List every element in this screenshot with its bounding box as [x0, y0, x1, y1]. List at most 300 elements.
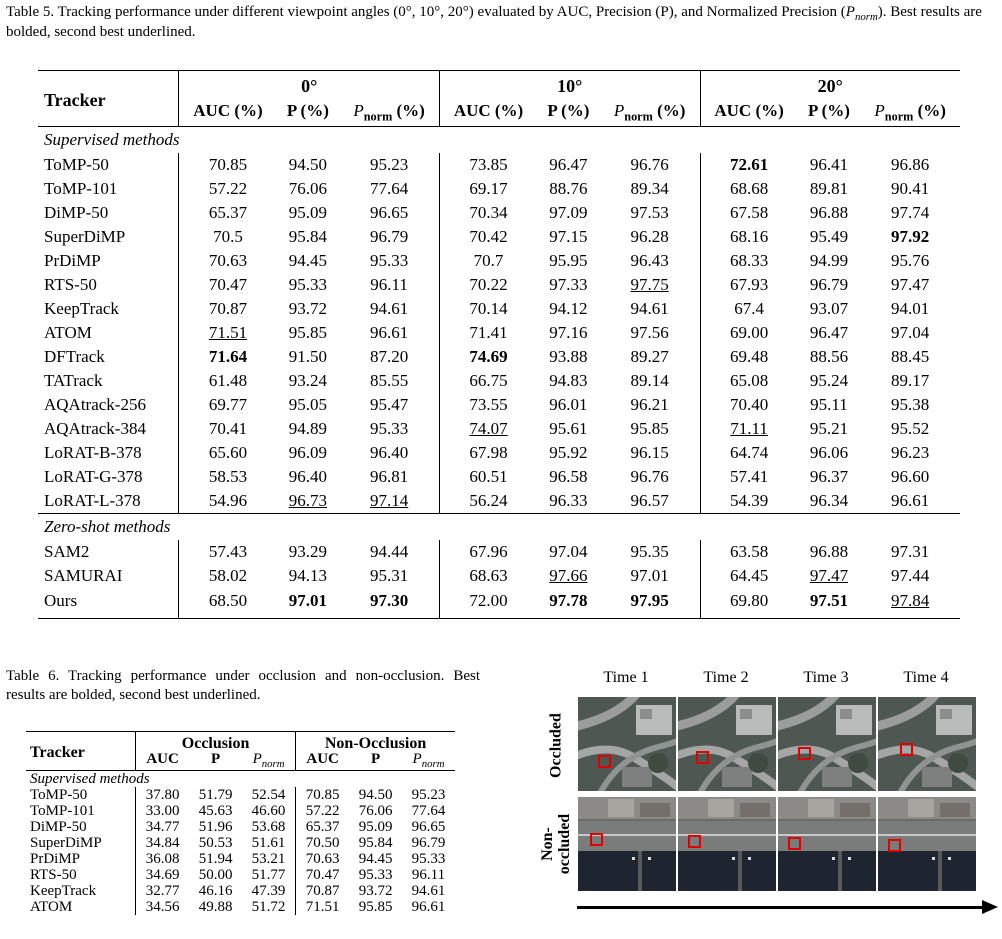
occluded-frame-image — [878, 697, 976, 791]
metric-value: 97.04 — [549, 542, 588, 561]
metric-value: 69.48 — [700, 345, 798, 369]
tracker-name: PrDiMP — [30, 850, 81, 867]
metric-value: 95.21 — [809, 419, 849, 438]
metric-value: 96.28 — [630, 227, 669, 246]
table6-metric-header-p: P — [189, 751, 242, 771]
occluded-frame-image — [778, 697, 876, 791]
row-label-occluded: Occluded — [547, 713, 565, 778]
metric-value: 32.77 — [136, 883, 190, 899]
table6-metric-header-pnorm: $P_{norm}$ — [242, 751, 296, 771]
tracker-name: SuperDiMP — [30, 834, 102, 851]
metric-value: 69.77 — [179, 393, 277, 417]
tracker-name: LoRAT-G-378 — [44, 467, 143, 486]
metric-value: 49.88 — [198, 898, 233, 915]
tracker-name: SAMURAI — [44, 566, 123, 585]
metric-value: 94.45 — [288, 251, 327, 270]
metric-value: 97.04 — [891, 323, 930, 342]
tracking-bbox — [798, 747, 811, 760]
metric-value: 60.51 — [439, 465, 537, 489]
metric-value: 58.02 — [179, 564, 277, 588]
metric-value: 94.44 — [369, 542, 409, 561]
metric-value: 63.58 — [700, 540, 798, 564]
metric-value: 57.22 — [179, 177, 277, 201]
tracker-name: Ours — [38, 588, 179, 619]
metric-value: 96.11 — [370, 275, 408, 294]
metric-value: 93.72 — [288, 299, 327, 318]
metric-value: 95.35 — [630, 542, 669, 561]
metric-value: 70.42 — [439, 225, 537, 249]
metric-value: 95.85 — [358, 898, 393, 915]
metric-value: 97.15 — [549, 227, 588, 246]
table-row — [38, 273, 960, 297]
metric-value: 74.69 — [439, 345, 537, 369]
table-row — [26, 851, 455, 867]
table6-section-title: Supervised methods — [30, 770, 150, 787]
tracker-name: PrDiMP — [44, 251, 101, 270]
table-row — [26, 899, 455, 915]
time-label-3: Time 3 — [803, 669, 849, 686]
table-row — [26, 819, 455, 835]
table-row — [38, 297, 960, 321]
metric-value: 95.24 — [809, 371, 849, 390]
metric-value: 65.60 — [179, 441, 277, 465]
metric-value: 96.15 — [630, 443, 669, 462]
occluded-frame-image — [678, 697, 776, 791]
metric-value: 94.61 — [411, 882, 446, 899]
table6-group-header-row — [26, 732, 455, 752]
metric-value: 96.09 — [288, 443, 327, 462]
metric-value: 97.01 — [630, 566, 669, 585]
table5-caption: Table 5. Tracking performance under different viewpoint angles (0°, 10°, 20°) evaluated by AUC, Precision (P), and Normalized Precision $(P_{norm})$. Best results are bolded, second best underlined. — [6, 4, 982, 40]
tracking-bbox — [688, 835, 701, 848]
metric-value: 95.09 — [288, 203, 327, 222]
metric-value: 53.21 — [251, 850, 286, 867]
metric-value: 34.56 — [136, 899, 190, 915]
metric-value: 71.41 — [439, 321, 537, 345]
tracker-name: KeepTrack — [44, 299, 119, 318]
metric-value: 94.50 — [288, 155, 327, 174]
metric-value: 96.79 — [809, 275, 849, 294]
tracking-bbox — [888, 839, 901, 852]
metric-value: 95.61 — [549, 419, 588, 438]
metric-value: 95.11 — [810, 395, 848, 414]
metric-value: 96.60 — [891, 467, 930, 486]
metric-value: 56.24 — [439, 489, 537, 514]
metric-value: 54.96 — [179, 489, 277, 514]
metric-value: 95.52 — [891, 419, 930, 438]
metric-value: 76.06 — [288, 179, 327, 198]
metric-value: 34.77 — [136, 819, 190, 835]
metric-value: 89.81 — [809, 179, 849, 198]
tracker-name: ATOM — [44, 323, 92, 342]
metric-value: 94.61 — [630, 299, 669, 318]
metric-value: 93.72 — [358, 882, 393, 899]
metric-value: 95.84 — [358, 834, 393, 851]
metric-value: 70.40 — [700, 393, 798, 417]
table5-tracker-header: Tracker — [38, 71, 179, 127]
metric-value: 61.48 — [179, 369, 277, 393]
metric-value: 51.79 — [198, 786, 233, 803]
metric-value: 96.61 — [369, 323, 409, 342]
metric-value: 89.34 — [630, 179, 669, 198]
metric-value: 97.33 — [549, 275, 588, 294]
table5 — [38, 70, 960, 619]
tracker-name: AQAtrack-256 — [44, 395, 146, 414]
table-row — [38, 201, 960, 225]
metric-value: 71.11 — [700, 417, 798, 441]
metric-value: 97.09 — [549, 203, 588, 222]
metric-value: 96.81 — [369, 467, 409, 486]
tracker-name: LoRAT-B-378 — [44, 443, 142, 462]
metric-value: 67.98 — [439, 441, 537, 465]
metric-value: 96.76 — [630, 467, 669, 486]
metric-value: 58.53 — [179, 465, 277, 489]
metric-value: 88.56 — [809, 347, 849, 366]
tracker-name: ToMP-101 — [30, 802, 95, 819]
tracker-name: AQAtrack-384 — [44, 419, 146, 438]
metric-value: 97.16 — [549, 323, 588, 342]
metric-value: 51.61 — [251, 834, 286, 851]
metric-value: 97.30 — [339, 588, 439, 619]
metric-value: 97.75 — [630, 275, 669, 294]
metric-value: 96.11 — [411, 866, 446, 883]
tracker-name: LoRAT-L-378 — [44, 491, 141, 510]
table6-section-row — [26, 771, 455, 788]
metric-value: 69.17 — [439, 177, 537, 201]
metric-value: 34.69 — [136, 867, 190, 883]
table-row — [38, 417, 960, 441]
metric-value: 97.84 — [860, 588, 960, 619]
metric-value: 96.61 — [411, 898, 446, 915]
metric-value: 97.78 — [537, 588, 600, 619]
metric-value: 37.80 — [136, 787, 190, 803]
metric-value: 71.51 — [179, 321, 277, 345]
metric-value: 96.88 — [809, 542, 849, 561]
metric-value: 96.79 — [411, 834, 446, 851]
metric-value: 94.99 — [809, 251, 849, 270]
tracker-name: TATrack — [44, 371, 103, 390]
metric-value: 57.43 — [179, 540, 277, 564]
table5-metric-header-p: P (%) — [277, 98, 340, 127]
metric-value: 70.14 — [439, 297, 537, 321]
metric-value: 67.93 — [700, 273, 798, 297]
metric-value: 70.63 — [296, 851, 350, 867]
metric-value: 68.50 — [179, 588, 277, 619]
metric-value: 65.37 — [179, 201, 277, 225]
table5-body — [38, 127, 960, 619]
metric-value: 87.20 — [369, 347, 409, 366]
metric-value: 96.40 — [288, 467, 327, 486]
metric-value: 97.14 — [369, 491, 409, 510]
table-row — [26, 835, 455, 851]
metric-value: 97.47 — [891, 275, 930, 294]
metric-value: 96.33 — [549, 491, 588, 510]
metric-value: 97.44 — [891, 566, 930, 585]
metric-value: 90.41 — [891, 179, 930, 198]
metric-value: 57.22 — [296, 803, 350, 819]
metric-value: 67.4 — [700, 297, 798, 321]
metric-value: 65.08 — [700, 369, 798, 393]
metric-value: 85.55 — [369, 371, 409, 390]
metric-value: 97.92 — [891, 227, 930, 246]
metric-value: 97.74 — [891, 203, 930, 222]
metric-value: 93.24 — [288, 371, 327, 390]
metric-value: 52.54 — [251, 786, 286, 803]
table5-metric-header-auc: AUC (%) — [439, 98, 537, 127]
metric-value: 70.47 — [179, 273, 277, 297]
metric-value: 69.80 — [700, 588, 798, 619]
table5-section-row — [38, 127, 960, 154]
metric-value: 97.66 — [549, 566, 588, 585]
metric-value: 34.84 — [136, 835, 190, 851]
table-row — [38, 540, 960, 564]
metric-value: 96.79 — [369, 227, 409, 246]
metric-value: 93.88 — [549, 347, 588, 366]
metric-value: 70.87 — [296, 883, 350, 899]
metric-value: 57.41 — [700, 465, 798, 489]
metric-value: 54.39 — [700, 489, 798, 514]
metric-value: 95.85 — [288, 323, 327, 342]
table5-metric-header-pnorm: $P_{norm}$ (%) — [339, 98, 439, 127]
table-row — [38, 465, 960, 489]
metric-value: 70.87 — [179, 297, 277, 321]
table-row — [38, 441, 960, 465]
time-arrow — [577, 906, 986, 909]
metric-value: 97.01 — [277, 588, 340, 619]
table-row — [26, 883, 455, 899]
table6-tracker-header: Tracker — [26, 732, 136, 771]
non-occluded-frame-image — [878, 797, 976, 891]
tracker-name: DFTrack — [44, 347, 105, 366]
metric-value: 95.09 — [358, 818, 393, 835]
tracker-name: SAM2 — [44, 542, 90, 561]
metric-value: 74.07 — [439, 417, 537, 441]
metric-value: 96.76 — [630, 155, 669, 174]
metric-value: 94.50 — [358, 786, 393, 803]
tracking-bbox — [590, 833, 603, 846]
metric-value: 95.84 — [288, 227, 327, 246]
table5-caption-tail: ). Best results are bolded, second best underlined. — [6, 4, 982, 40]
table5-metric-header-p: P (%) — [798, 98, 861, 127]
time-arrow-head-icon — [982, 900, 998, 914]
metric-value: 94.13 — [288, 566, 327, 585]
tracking-bbox — [900, 743, 913, 756]
non-occluded-frame-image — [778, 797, 876, 891]
time-label-4: Time 4 — [903, 669, 949, 686]
metric-value: 94.45 — [358, 850, 393, 867]
table-row — [26, 787, 455, 803]
metric-value: 33.00 — [136, 803, 190, 819]
metric-value: 67.96 — [439, 540, 537, 564]
metric-value: 95.05 — [288, 395, 327, 414]
metric-value: 96.47 — [549, 155, 588, 174]
non-occluded-frame-image — [678, 797, 776, 891]
metric-value: 96.37 — [809, 467, 849, 486]
table5-metric-header-pnorm: $P_{norm}$ (%) — [860, 98, 960, 127]
metric-value: 95.23 — [411, 786, 446, 803]
metric-value: 68.33 — [700, 249, 798, 273]
metric-value: 96.86 — [891, 155, 930, 174]
table5-caption-pnorm: $P_{norm}$ — [845, 4, 878, 23]
metric-value: 68.16 — [700, 225, 798, 249]
metric-value: 96.06 — [809, 443, 849, 462]
metric-value: 95.95 — [549, 251, 588, 270]
metric-value: 95.33 — [411, 850, 446, 867]
occluded-frame-image — [578, 697, 676, 791]
metric-value: 96.01 — [549, 395, 588, 414]
tracker-name: ToMP-50 — [30, 786, 88, 803]
table6 — [26, 731, 455, 915]
table-row — [38, 345, 960, 369]
table5-section-title: Zero-shot methods — [38, 514, 960, 541]
metric-value: 72.00 — [439, 588, 537, 619]
metric-value: 94.89 — [288, 419, 327, 438]
metric-value: 36.08 — [136, 851, 190, 867]
table-row — [38, 564, 960, 588]
tracker-name: RTS-50 — [44, 275, 97, 294]
metric-value: 94.83 — [549, 371, 588, 390]
table6-metric-header-pnorm: $P_{norm}$ — [402, 751, 455, 771]
metric-value: 73.85 — [439, 153, 537, 177]
table6-body — [26, 771, 455, 916]
metric-value: 69.00 — [700, 321, 798, 345]
metric-value: 70.85 — [296, 787, 350, 803]
tracker-name: SuperDiMP — [44, 227, 126, 246]
metric-value: 91.50 — [288, 347, 327, 366]
table5-group-10: 10° — [439, 71, 700, 99]
metric-value: 96.61 — [891, 491, 930, 510]
metric-value: 68.63 — [439, 564, 537, 588]
metric-value: 65.37 — [296, 819, 350, 835]
tracker-name: DiMP-50 — [44, 203, 109, 222]
metric-value: 96.41 — [809, 155, 849, 174]
metric-value: 68.68 — [700, 177, 798, 201]
metric-value: 72.61 — [700, 153, 798, 177]
metric-value: 95.33 — [369, 251, 409, 270]
tracker-name: ATOM — [30, 898, 73, 915]
tracking-figure — [520, 663, 1000, 939]
metric-value: 95.33 — [369, 419, 409, 438]
metric-value: 96.65 — [369, 203, 409, 222]
metric-value: 66.75 — [439, 369, 537, 393]
table-row — [38, 321, 960, 345]
metric-value: 95.76 — [891, 251, 930, 270]
metric-value: 95.23 — [369, 155, 409, 174]
tracker-name: DiMP-50 — [30, 818, 87, 835]
table6-metric-header-auc: AUC — [296, 751, 350, 771]
metric-value: 89.27 — [630, 347, 669, 366]
tracker-name: ToMP-50 — [44, 155, 109, 174]
table-row — [38, 369, 960, 393]
metric-value: 88.76 — [549, 179, 588, 198]
metric-value: 70.34 — [439, 201, 537, 225]
metric-value: 71.64 — [179, 345, 277, 369]
metric-value: 96.57 — [630, 491, 669, 510]
metric-value: 97.53 — [630, 203, 669, 222]
table5-section-row — [38, 514, 960, 541]
table5-caption-main: Table 5. Tracking performance under different viewpoint angles (0°, 10°, 20°) evaluated by AUC, Precision (P), and Normalized Precision — [6, 4, 838, 20]
metric-value: 64.74 — [700, 441, 798, 465]
metric-value: 70.41 — [179, 417, 277, 441]
tracking-bbox — [788, 837, 801, 850]
table-row — [38, 177, 960, 201]
metric-value: 46.60 — [251, 802, 286, 819]
table6-metric-header-auc: AUC — [136, 751, 190, 771]
metric-value: 94.01 — [891, 299, 930, 318]
metric-value: 96.73 — [288, 491, 327, 510]
metric-value: 96.58 — [549, 467, 588, 486]
metric-value: 53.68 — [251, 818, 286, 835]
metric-value: 70.5 — [179, 225, 277, 249]
metric-value: 95.92 — [549, 443, 588, 462]
metric-value: 96.21 — [630, 395, 669, 414]
metric-value: 45.63 — [198, 802, 233, 819]
metric-value: 96.88 — [809, 203, 849, 222]
metric-value: 51.96 — [198, 818, 233, 835]
metric-value: 89.17 — [891, 371, 930, 390]
table-row — [38, 588, 960, 619]
metric-value: 94.12 — [549, 299, 588, 318]
table-row — [38, 393, 960, 417]
tracking-bbox — [696, 751, 709, 764]
metric-value: 77.64 — [411, 802, 446, 819]
metric-value: 95.85 — [630, 419, 669, 438]
metric-value: 93.29 — [288, 542, 327, 561]
table6-metric-header-p: P — [349, 751, 402, 771]
metric-value: 64.45 — [700, 564, 798, 588]
metric-value: 95.33 — [288, 275, 327, 294]
table5-group-0: 0° — [179, 71, 440, 99]
metric-value: 96.23 — [891, 443, 930, 462]
table6-group-occlusion: Occlusion — [136, 732, 296, 752]
table6-group-non-occlusion: Non-Occlusion — [296, 732, 455, 752]
table-row — [38, 489, 960, 514]
metric-value: 70.63 — [179, 249, 277, 273]
table5-section-title: Supervised methods — [44, 130, 180, 149]
table-row — [26, 803, 455, 819]
table5-metric-header-pnorm: $P_{norm}$ (%) — [600, 98, 700, 127]
table5-group-20: 20° — [700, 71, 960, 99]
table5-metric-header-auc: AUC (%) — [179, 98, 277, 127]
time-label-1: Time 1 — [603, 669, 649, 686]
metric-value: 95.33 — [358, 866, 393, 883]
metric-value: 46.16 — [198, 882, 233, 899]
metric-value: 51.72 — [251, 898, 286, 915]
metric-value: 95.49 — [809, 227, 849, 246]
tracker-name: ToMP-101 — [44, 179, 118, 198]
metric-value: 50.00 — [198, 866, 233, 883]
metric-value: 51.77 — [251, 866, 286, 883]
time-label-2: Time 2 — [703, 669, 749, 686]
metric-value: 95.47 — [369, 395, 409, 414]
metric-value: 70.85 — [179, 153, 277, 177]
tracker-name: RTS-50 — [30, 866, 77, 883]
metric-value: 76.06 — [358, 802, 393, 819]
metric-value: 97.56 — [630, 323, 669, 342]
non-occluded-frame-image — [578, 797, 676, 891]
metric-value: 94.61 — [369, 299, 409, 318]
tracking-bbox — [598, 755, 611, 768]
metric-value: 97.31 — [891, 542, 930, 561]
metric-value: 71.51 — [296, 899, 350, 915]
metric-value: 97.95 — [600, 588, 700, 619]
metric-value: 67.58 — [700, 201, 798, 225]
table-row — [38, 153, 960, 177]
metric-value: 96.65 — [411, 818, 446, 835]
metric-value: 96.47 — [809, 323, 849, 342]
table-row — [38, 249, 960, 273]
table-row — [26, 867, 455, 883]
